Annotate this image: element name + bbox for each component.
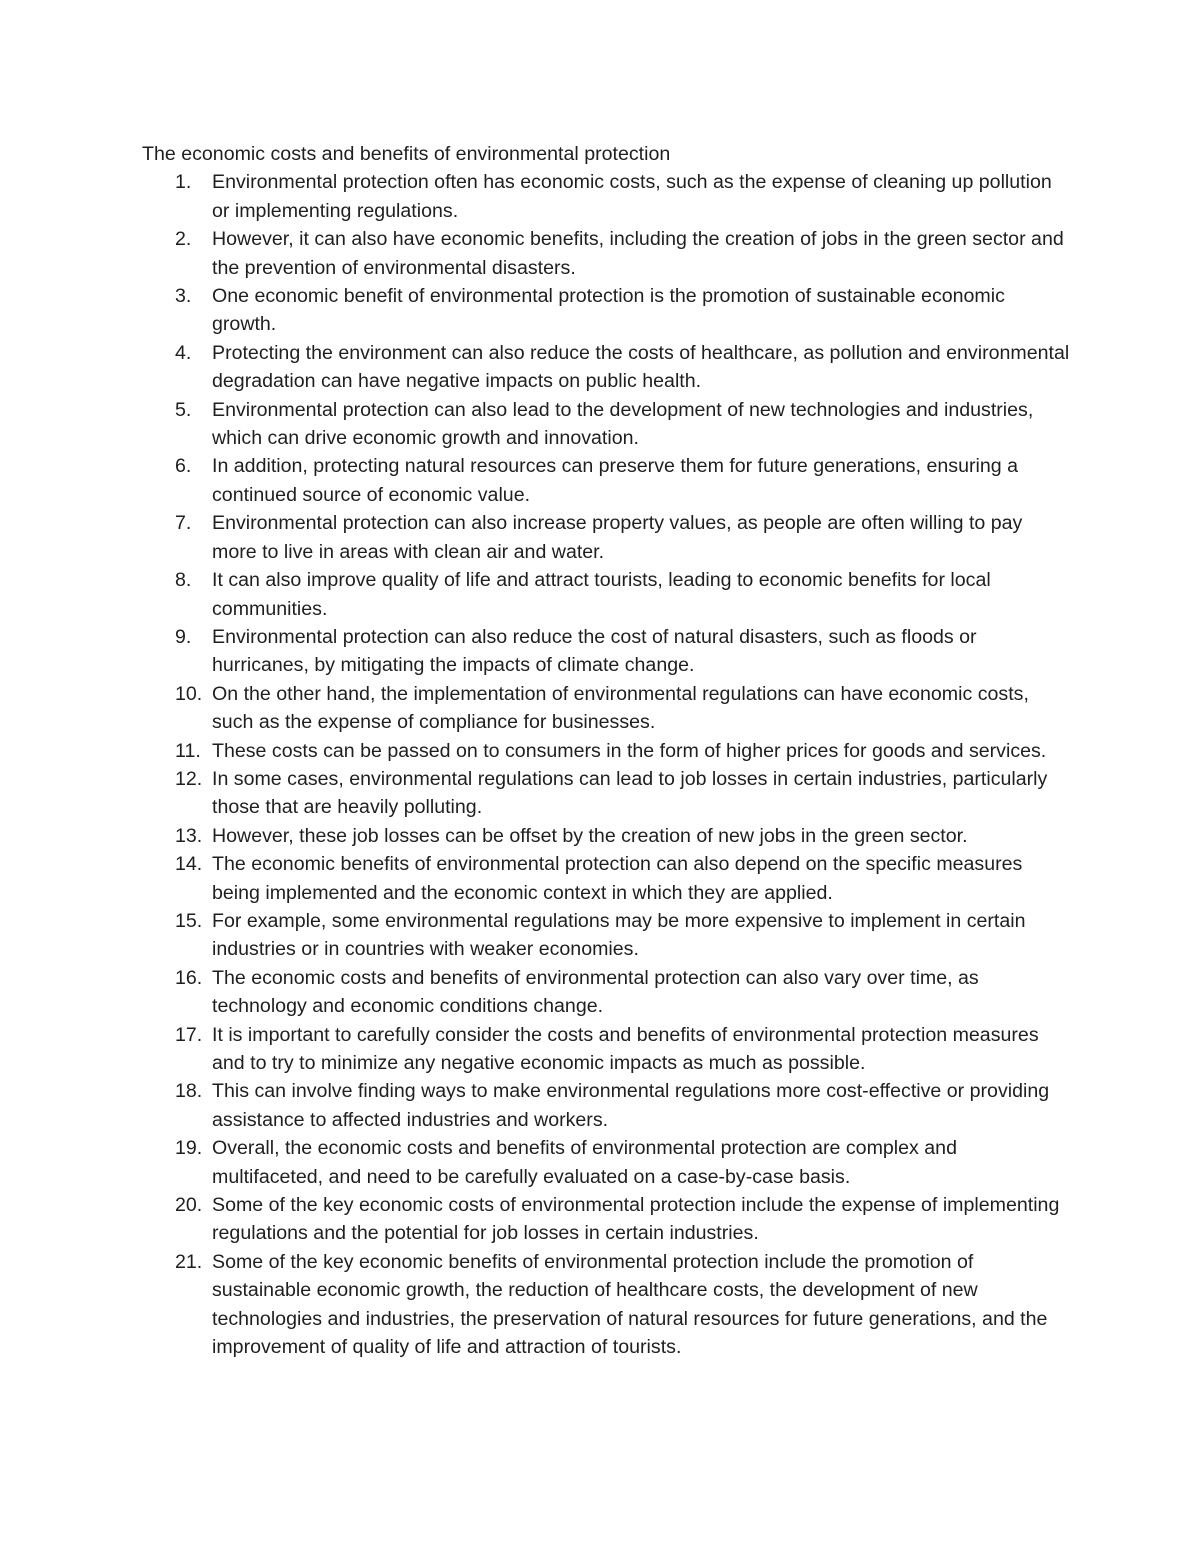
list-item-number: 21.: [175, 1250, 203, 1273]
list-item: [142, 1021, 1072, 1078]
list-item-text: Environmental protection can also lead to the development of new technologies and industries, which can drive economic growth and innovation.: [212, 398, 1034, 450]
list-item: [142, 765, 1072, 822]
list-item-text: Some of the key economic costs of environmental protection include the expense of implementing regulations and the potential for job losses in certain industries.: [212, 1194, 1060, 1245]
list-item-number: 14.: [175, 853, 203, 876]
list-item-text: It can also improve quality of life and attract tourists, leading to economic benefits for local communities.: [212, 569, 991, 620]
list-item-number: 8.: [175, 569, 192, 592]
list-item-number: 20.: [175, 1194, 203, 1217]
list-item-text: However, these job losses can be offset by the creation of new jobs in the green sector.: [212, 824, 968, 847]
list-item-text: In some cases, environmental regulations can lead to job losses in certain industries, particularly those that are heavily polluting.: [212, 767, 1048, 819]
list-item-number: 15.: [175, 909, 203, 932]
list-item: [142, 339, 1072, 396]
list-item-number: 19.: [175, 1137, 203, 1160]
list-item-number: 3.: [175, 285, 192, 308]
list-item: [142, 680, 1072, 737]
list-item-number: 6.: [175, 455, 192, 478]
document-body: [142, 140, 1072, 1361]
list-item-text: The economic benefits of environmental protection can also depend on the specific measures being implemented and the economic context in which they are applied.: [212, 853, 1023, 904]
list-item-number: 10.: [175, 682, 203, 705]
list-item-number: 7.: [175, 512, 192, 535]
list-item-text: In addition, protecting natural resources can preserve them for future generations, ensuring a continued source of economic value.: [212, 455, 1018, 506]
list-item: [142, 850, 1072, 907]
list-item-number: 2.: [175, 228, 192, 251]
list-item: [142, 396, 1072, 453]
list-item: [142, 1077, 1072, 1134]
list-item-number: 18.: [175, 1080, 203, 1103]
list-item-text: On the other hand, the implementation of environmental regulations can have economic costs, such as the expense of compliance for businesses.: [212, 682, 1029, 734]
list-item: [142, 282, 1072, 339]
list-item-text: This can involve finding ways to make environmental regulations more cost-effective or providing assistance to affected industries and workers.: [212, 1080, 1050, 1131]
list-item-number: 17.: [175, 1023, 203, 1046]
list-item: [142, 225, 1072, 282]
list-item-number: 16.: [175, 966, 203, 989]
list-item: [142, 566, 1072, 623]
list-item-text: For example, some environmental regulations may be more expensive to implement in certain industries or in countries with weaker economies.: [212, 909, 1026, 961]
list-item-text: Environmental protection often has economic costs, such as the expense of cleaning up pollution or implementing regulations.: [212, 171, 1052, 222]
document-title: The economic costs and benefits of environmental protection: [142, 143, 671, 165]
list-item: [142, 1191, 1072, 1248]
list-item: [142, 1248, 1072, 1362]
list-item-number: 11.: [175, 739, 201, 762]
list-item-text: Environmental protection can also reduce the cost of natural disasters, such as floods or hurricanes, by mitigating the impacts of climate change.: [212, 625, 977, 677]
list-item: [142, 822, 1072, 850]
list-item-number: 9.: [175, 625, 192, 648]
list-item-number: 12.: [175, 767, 203, 790]
list-item: [142, 623, 1072, 680]
list-item-text: One economic benefit of environmental protection is the promotion of sustainable economic growth.: [212, 285, 1005, 336]
list-item-number: 13.: [175, 824, 203, 847]
list-item-number: 4.: [175, 341, 192, 364]
list-item-text: Environmental protection can also increase property values, as people are often willing to pay more to live in areas with clean air and water.: [212, 512, 1023, 563]
list-item: [142, 964, 1072, 1021]
list-item: [142, 907, 1072, 964]
list-item-text: Protecting the environment can also reduce the costs of healthcare, as pollution and environmental degradation can have negative impacts on public health.: [212, 341, 1070, 393]
list-item-number: 5.: [175, 398, 192, 421]
list-item-text: Overall, the economic costs and benefits of environmental protection are complex and multifaceted, and need to be carefully evaluated on a case-by-case basis.: [212, 1137, 957, 1188]
list-item: [142, 737, 1072, 765]
list-item-text: However, it can also have economic benefits, including the creation of jobs in the green sector and the prevention of environmental disasters.: [212, 228, 1064, 279]
list-item-text: Some of the key economic benefits of environmental protection include the promotion of sustainable economic growth, the reduction of healthcare costs, the development of new technologies and industries, the preservation of natural resources for future generations, and the improvement of quality of life and attraction of tourists.: [212, 1250, 1048, 1359]
numbered-list: [142, 168, 1072, 1361]
list-item: [142, 1134, 1072, 1191]
list-item-text: It is important to carefully consider the costs and benefits of environmental protection measures and to try to minimize any negative economic impacts as much as possible.: [212, 1023, 1039, 1074]
list-item-text: These costs can be passed on to consumers in the form of higher prices for goods and services.: [212, 739, 1047, 762]
list-item: [142, 452, 1072, 509]
list-item: [142, 168, 1072, 225]
list-item: [142, 509, 1072, 566]
list-item-text: The economic costs and benefits of environmental protection can also vary over time, as technology and economic conditions change.: [212, 966, 979, 1018]
list-item-number: 1.: [175, 171, 192, 194]
